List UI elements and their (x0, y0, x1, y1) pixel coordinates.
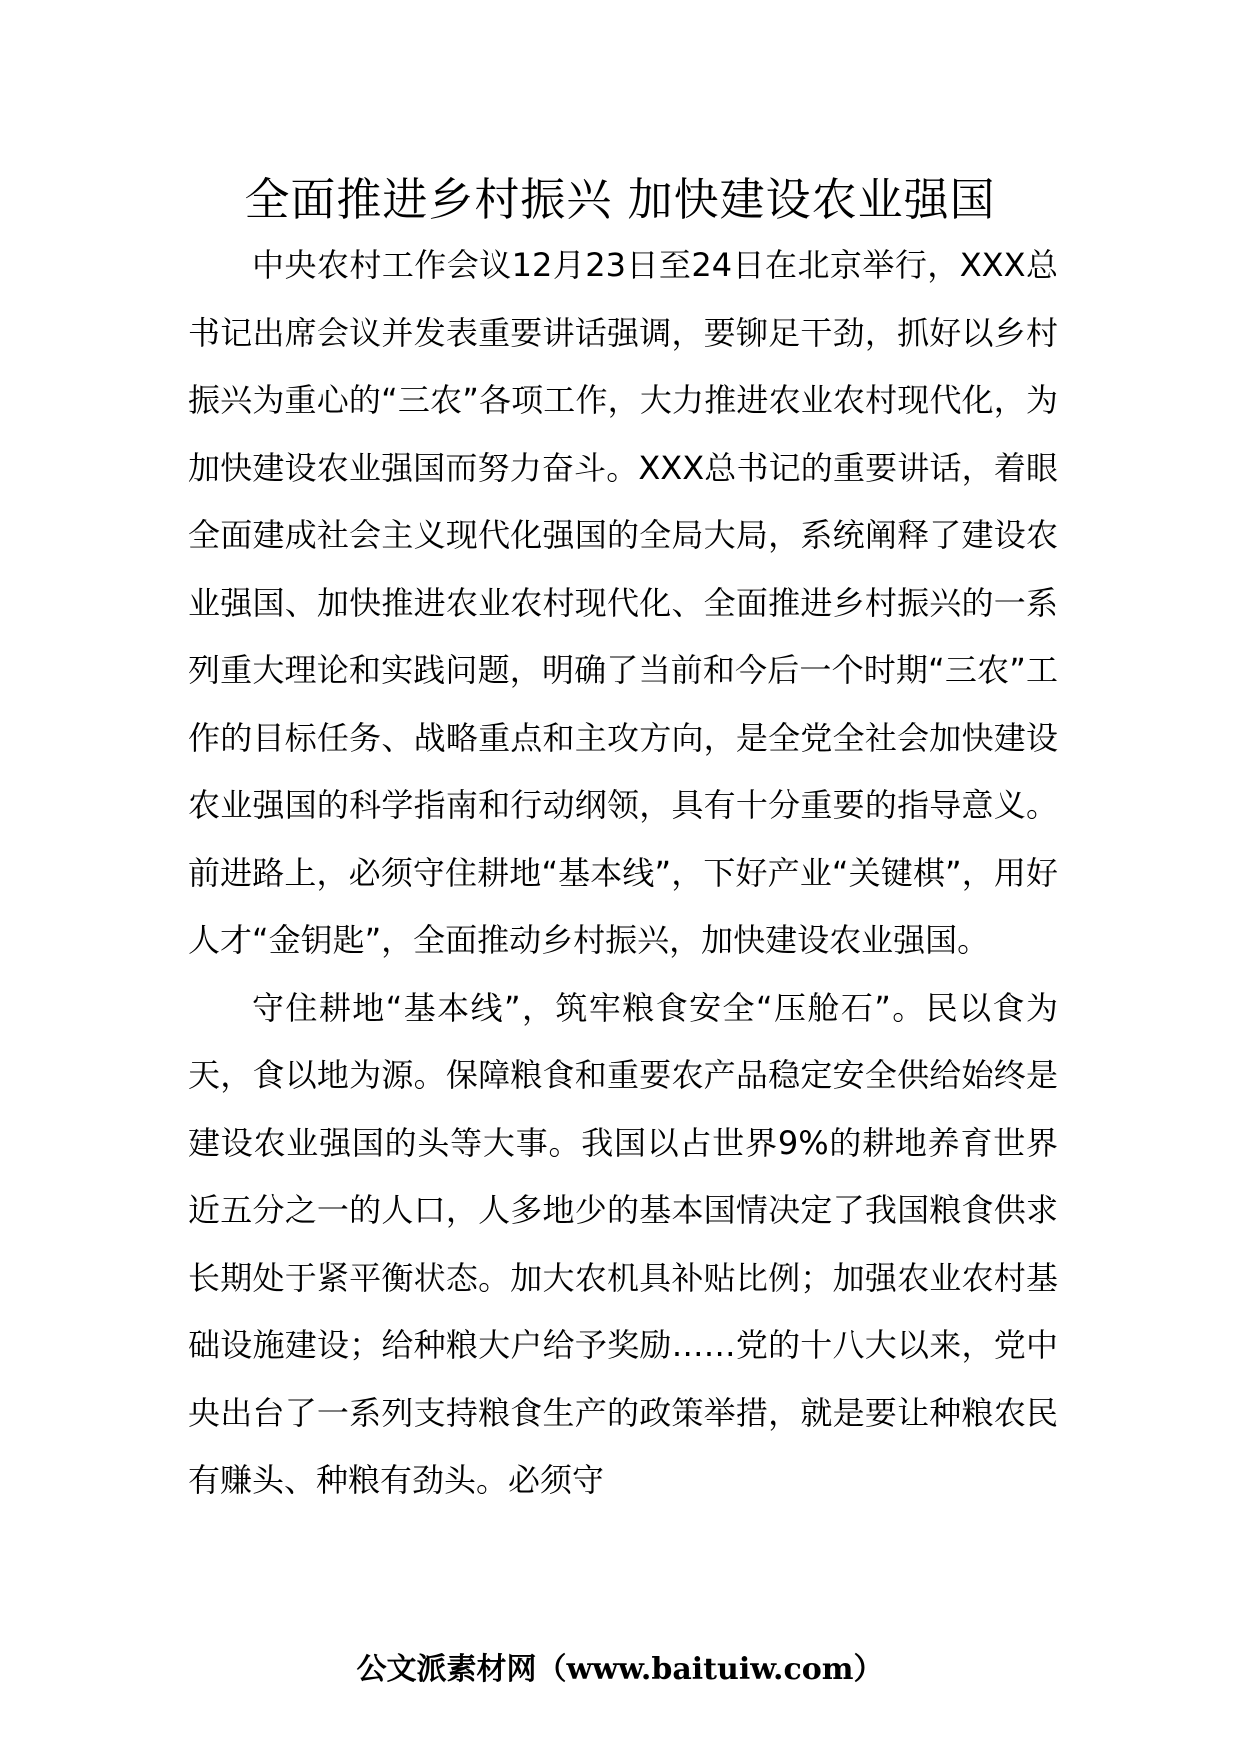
footer-watermark: 公文派素材网（www.baituiw.com） (356, 1652, 884, 1687)
paragraph-farmland: 守住耕地“基本线”，筑牢粮食安全“压舱石”。民以食为天，食以地为源。保障粮食和重要农产品稳定安全供给始终是建设农业强国的头等大事。我国以占世界9%的耕地养育世界近五分之一的人口，人多地少的基本国情决定了我国粮食供求长期处于紧平衡状态。加大农机具补贴比例；加强农业农村基础设施建设；给种粮大户给予奖励……党的十八大以来，党中央出台了一系列支持粮食生产的政策举措，就是要让种粮农民有赚头、种粮有劲头。必须守 (188, 988, 1058, 1499)
paragraph-intro: 中央农村工作会议12月23日至24日在北京举行，XXX总书记出席会议并发表重要讲话强调，要铆足干劲，抓好以乡村振兴为重心的“三农”各项工作，大力推进农业农村现代化，为加快建设农业强国而努力奋斗。XXX总书记的重要讲话，着眼全面建成社会主义现代化强国的全局大局，系统阐释了建设农业强国、加快推进农业农村现代化、全面推进乡村振兴的一系列重大理论和实践问题，明确了当前和今后一个时期“三农”工作的目标任务、战略重点和主攻方向，是全党全社会加快建设农业强国的科学指南和行动纲领，具有十分重要的指导意义。前进路上，必须守住耕地“基本线”，下好产业“关键棋”，用好人才“金钥匙”，全面推动乡村振兴，加快建设农业强国。 (188, 246, 1058, 959)
document-body (188, 232, 1058, 1515)
document-title: 全面推进乡村振兴 加快建设农业强国 (244, 173, 996, 226)
